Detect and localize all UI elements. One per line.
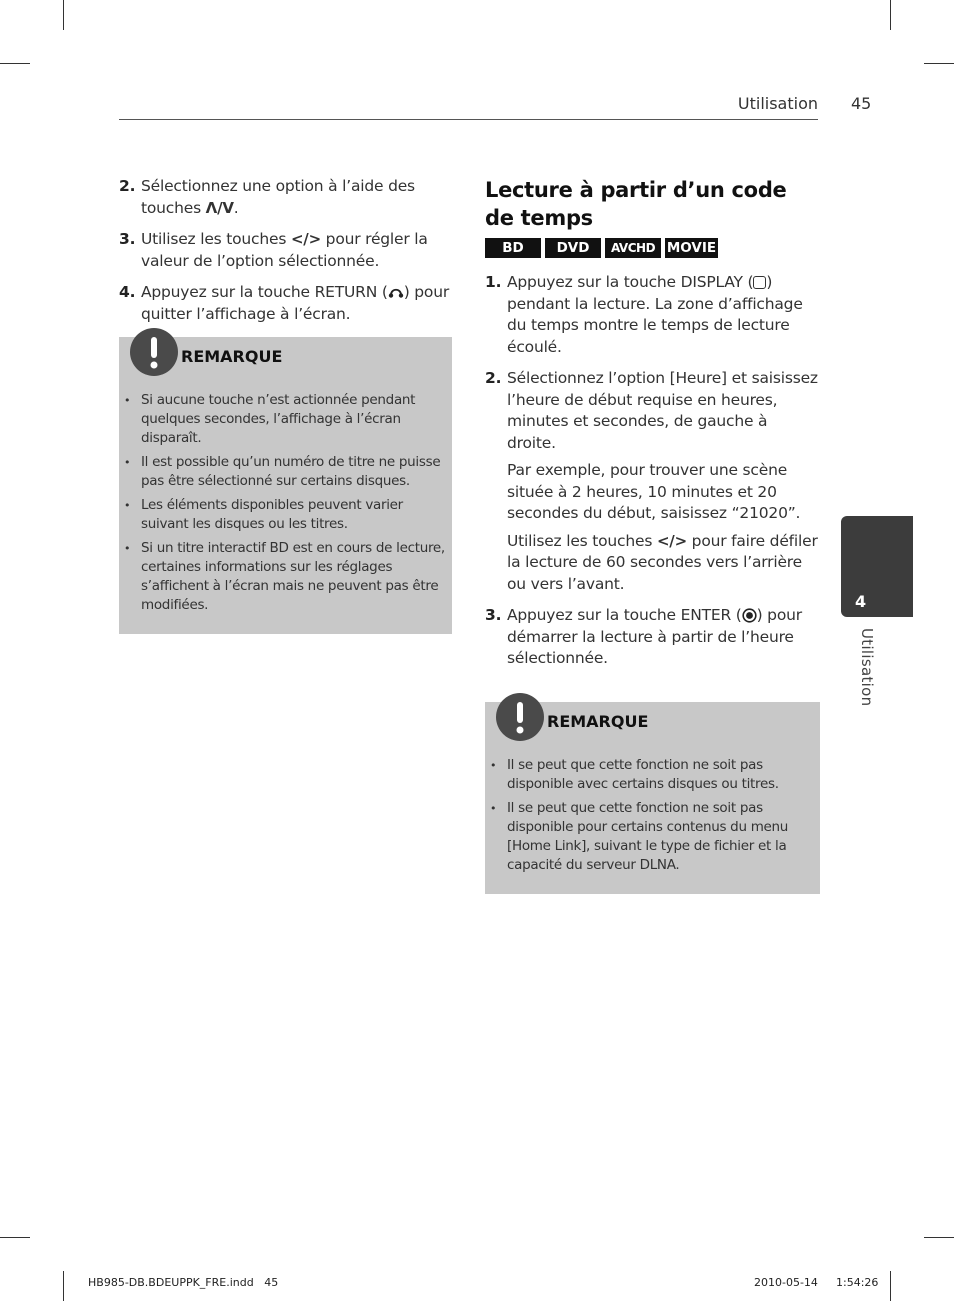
note-item: • Si aucune touche n’est actionnée pendant quelques secondes, l’affichage à l’écran disparaît.: [119, 391, 446, 448]
crop-mark: [63, 0, 64, 30]
step-text: ) pour quitter l’affichage à l’écran.: [141, 283, 450, 323]
step-text: ) pour démarrer la lecture à partir de l’heure sélectionnée.: [507, 606, 802, 667]
step-number: 1.: [485, 273, 502, 291]
crop-mark: [0, 63, 30, 64]
left-column: [119, 176, 452, 634]
crop-mark: [924, 1237, 954, 1238]
up-down-keys: Λ/V: [205, 198, 234, 217]
display-icon: [753, 276, 766, 289]
crop-mark: [890, 0, 891, 30]
header-rule: [119, 119, 818, 120]
crop-mark: [890, 1271, 891, 1301]
step-text: Utilisez les touches: [141, 230, 291, 248]
running-header-section: Utilisation: [737, 94, 818, 113]
enter-icon: [742, 608, 757, 623]
step-text: .: [233, 198, 239, 217]
step-item: [119, 176, 452, 219]
exclamation-icon: [130, 328, 178, 376]
step-number: 2.: [119, 177, 136, 195]
step-item: [119, 229, 452, 272]
step-example: Par exemple, pour trouver une scène située à 2 heures, 10 minutes et 20 secondes du début, saisissez “21020”.: [507, 461, 801, 522]
badge-movie: MOVIE: [666, 240, 717, 256]
note-box: [119, 337, 452, 634]
step-text: ) pendant la lecture. La zone d’affichage du temps montre le temps de lecture écoulé.: [507, 273, 803, 356]
step-text: Appuyez sur la touche RETURN (: [141, 283, 388, 301]
step-text: Appuyez sur la touche ENTER (: [507, 606, 742, 624]
badge-dvd: DVD: [545, 238, 601, 258]
exclamation-icon: [496, 693, 544, 741]
step-item: [485, 605, 820, 670]
note-title: REMARQUE: [547, 711, 649, 731]
note-item: • Si un titre interactif BD est en cours de lecture, certaines informations sur les réglages s’affichent à l’écran mais ne peuvent pas être modifiées.: [119, 539, 446, 615]
badge-avchd: AVCHD: [605, 238, 661, 258]
note-item: • Les éléments disponibles peuvent varier suivant les disques ou les titres.: [119, 496, 446, 534]
right-column: [485, 176, 820, 894]
section-heading: Lecture à partir d’un code de temps: [485, 178, 787, 230]
footer-filename: HB985-DB.BDEUPPK_FRE.indd 45: [88, 1276, 279, 1289]
page-number: 45: [851, 94, 872, 113]
note-item: • Il se peut que cette fonction ne soit pas disponible avec certains disques ou titres.: [485, 756, 814, 794]
disc-type-badges: [485, 238, 820, 258]
step-item: [119, 282, 452, 325]
crop-mark: [63, 1271, 64, 1301]
note-item: • Il se peut que cette fonction ne soit pas disponible pour certains contenus du menu [Home Link], suivant le type de fichier et la capacité du serveur DLNA.: [485, 799, 814, 875]
step-item: [485, 272, 820, 358]
note-item: • Il est possible qu’un numéro de titre ne puisse pas être sélectionné sur certains disques.: [119, 453, 446, 491]
step-text: Appuyez sur la touche DISPLAY (: [507, 273, 754, 291]
step-text: Sélectionnez une option à l’aide des touches: [141, 177, 415, 217]
step-number: 2.: [485, 369, 502, 387]
step-number: 3.: [119, 230, 136, 248]
footer-date: 2010-05-14: [754, 1276, 818, 1289]
left-right-keys: </>: [290, 230, 321, 248]
crop-mark: [0, 1237, 30, 1238]
step-number: 4.: [119, 283, 136, 301]
return-icon: [388, 283, 404, 295]
note-list: [485, 756, 814, 875]
left-right-keys: </>: [656, 531, 687, 550]
note-box: [485, 702, 820, 894]
step-text: pour régler la valeur de l’option sélectionnée.: [141, 230, 428, 270]
step-text: Utilisez les touches </> pour faire défiler la lecture de 60 secondes vers l’arrière ou vers l’avant.: [507, 531, 818, 593]
chapter-label: Utilisation: [858, 628, 876, 707]
note-list: [119, 391, 446, 615]
footer-time: 1:54:26: [836, 1276, 879, 1289]
chapter-number: 4: [855, 592, 867, 611]
badge-bd: BD: [485, 238, 541, 258]
note-title: REMARQUE: [181, 347, 283, 366]
step-item: [485, 368, 820, 595]
step-text: Sélectionnez l’option [Heure] et saisissez l’heure de début requise en heures, minutes et secondes, de gauche à droite.: [507, 369, 818, 452]
chapter-tab: [841, 516, 913, 617]
crop-mark: [924, 63, 954, 64]
step-number: 3.: [485, 606, 502, 624]
